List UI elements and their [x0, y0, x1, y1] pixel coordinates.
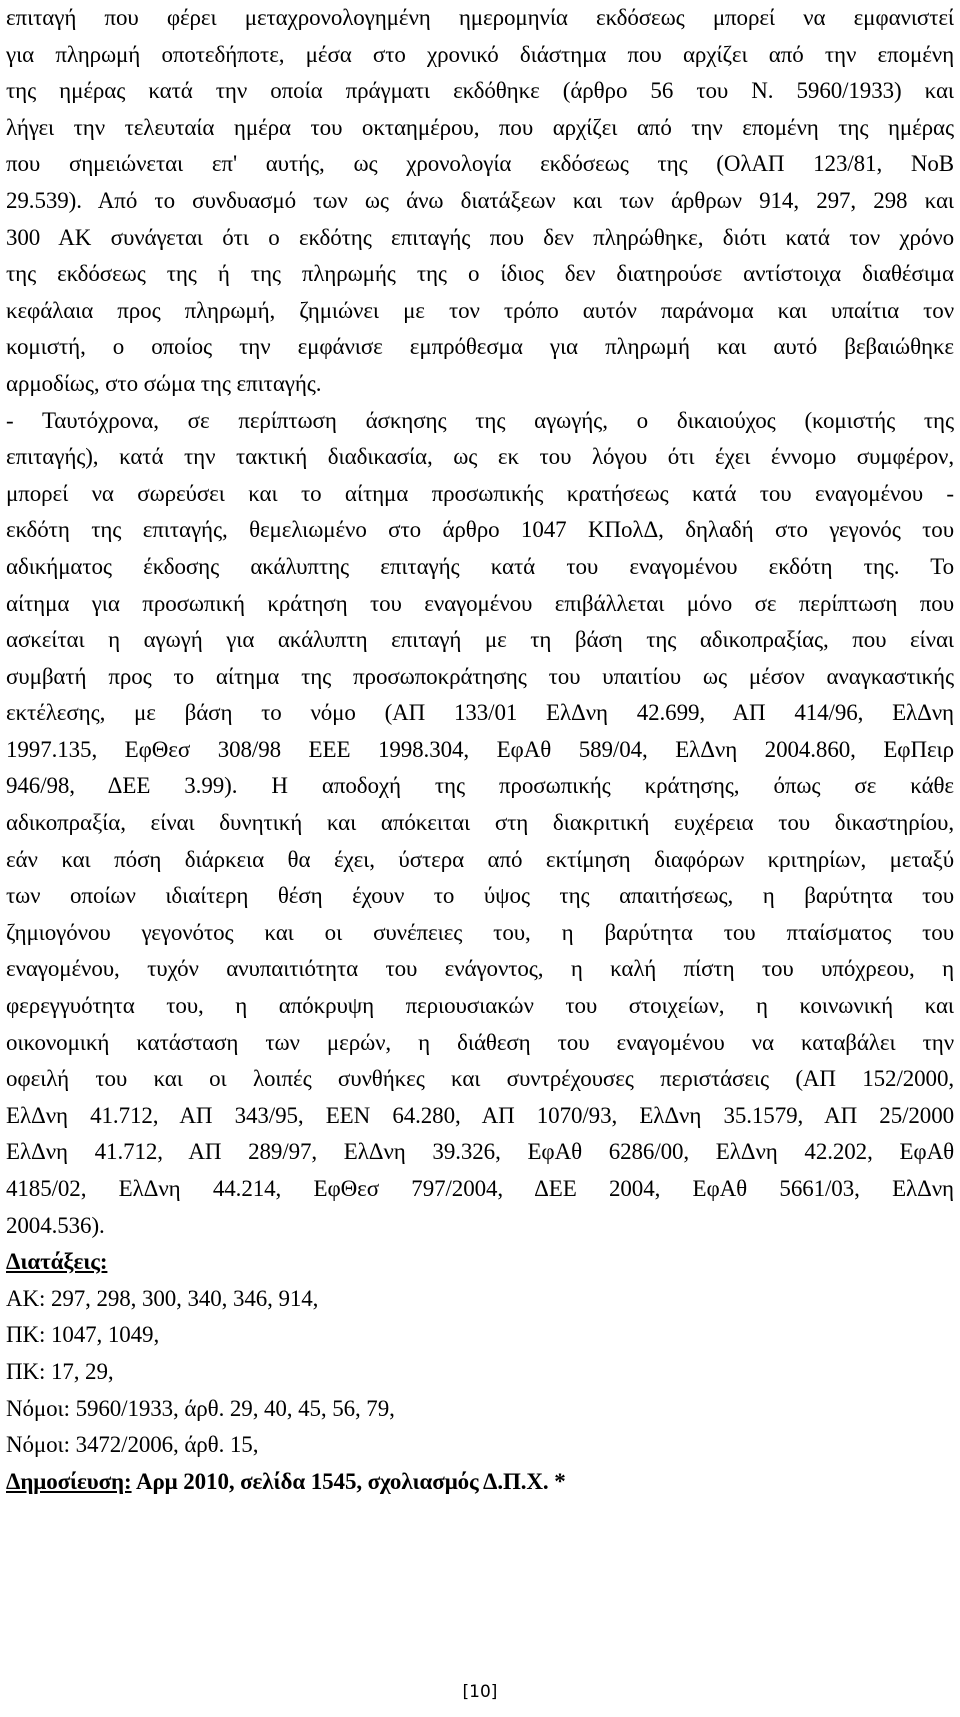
provision-item: Νόμοι: 5960/1933, άρθ. 29, 40, 45, 56, 79,	[6, 1395, 395, 1421]
text-line: εκδότη της επιταγής, θεμελιωμένο στο άρθρο 1047 ΚΠολΔ, δηλαδή στο γεγονός του	[6, 517, 954, 543]
provision-item: ΠΚ: 17, 29,	[6, 1358, 114, 1384]
text-line: των οποίων ιδιαίτερη θέση έχουν το ύψος της απαιτήσεως, η βαρύτητα του	[6, 883, 954, 909]
text-line: της ημέρας κατά την οποία πράγματι εκδόθηκε (άρθρο 56 του Ν. 5960/1933) και	[6, 78, 954, 104]
publication-text: Αρμ 2010, σελίδα 1545, σχολιασμός Δ.Π.Χ. *	[131, 1468, 566, 1494]
text-line: ασκείται η αγωγή για ακάλυπτη επιταγή με τη βάση της αδικοπραξίας, που είναι	[6, 627, 954, 653]
publication-label: Δημοσίευση:	[6, 1468, 132, 1494]
text-line: κομιστή, ο οποίος την εμφάνισε εμπρόθεσμα για πληρωμή και αυτό βεβαιώθηκε	[6, 334, 954, 360]
text-line: για πληρωμή οποτεδήποτε, μέσα στο χρονικό διάστημα που αρχίζει από την επομένη	[6, 41, 954, 67]
provisions-heading	[6, 1244, 954, 1281]
body-text	[6, 0, 954, 1244]
text-line: 1997.135, ΕφΘεσ 308/98 ΕΕΕ 1998.304, ΕφΑθ 589/04, ΕλΔνη 2004.860, ΕφΠειρ	[6, 736, 954, 762]
text-line: οικονομική κατάσταση των μερών, η διάθεση του εναγομένου να καταβάλει την	[6, 1029, 954, 1055]
text-line: συμβατή προς το αίτημα της προσωποκράτησης του υπαιτίου ως μέσον αναγκαστικής	[6, 663, 954, 689]
text-line: 2004.536).	[6, 1212, 105, 1238]
page-number: [10]	[462, 1682, 498, 1702]
text-line: μπορεί να σωρεύσει και το αίτημα προσωπικής κρατήσεως κατά του εναγομένου -	[6, 480, 954, 506]
provision-item: ΑΚ: 297, 298, 300, 340, 346, 914,	[6, 1285, 319, 1311]
text-line: ζημιογόνου γεγονότος και οι συνέπειες του, η βαρύτητα του πταίσματος του	[6, 919, 954, 945]
text-line: 300 ΑΚ συνάγεται ότι ο εκδότης επιταγής που δεν πληρώθηκε, διότι κατά τον χρόνο	[6, 224, 954, 250]
text-line: 4185/02, ΕλΔνη 44.214, ΕφΘεσ 797/2004, ΔΕΕ 2004, ΕφΑθ 5661/03, ΕλΔνη	[6, 1176, 954, 1201]
text-line: εάν και πόση διάρκεια θα έχει, ύστερα από εκτίμηση διαφόρων κριτηρίων, μεταξύ	[6, 846, 954, 872]
text-line: 946/98, ΔΕΕ 3.99). Η αποδοχή της προσωπικής κράτησης, όπως σε κάθε	[6, 773, 954, 799]
provision-item: ΠΚ: 1047, 1049,	[6, 1322, 160, 1348]
text-line: οφειλή του και οι λοιπές συνθήκες και συντρέχουσες περιστάσεις (ΑΠ 152/2000,	[6, 1066, 954, 1092]
text-line: αρμοδίως, στο σώμα της επιταγής.	[6, 370, 322, 396]
text-line: αδικήματος έκδοσης ακάλυπτης επιταγής κατά του εναγομένου εκδότη της. Το	[6, 553, 954, 579]
publication-line	[6, 1464, 954, 1501]
provisions-list	[6, 1281, 954, 1464]
text-line: αδικοπραξία, είναι δυνητική και απόκειται στη διακριτική ευχέρεια του δικαστηρίου,	[6, 810, 954, 836]
text-line: που σημειώνεται επ' αυτής, ως χρονολογία εκδόσεως της (ΟλΑΠ 123/81, ΝοΒ	[6, 151, 954, 177]
text-line: εκτέλεσης, με βάση το νόμο (ΑΠ 133/01 ΕλΔνη 42.699, ΑΠ 414/96, ΕλΔνη	[6, 700, 954, 726]
text-line: 29.539). Από το συνδυασμό των ως άνω διατάξεων και των άρθρων 914, 297, 298 και	[6, 187, 954, 213]
text-line: της εκδόσεως της ή της πληρωμής της ο ίδιος δεν διατηρούσε αντίστοιχα διαθέσιμα	[6, 261, 954, 287]
text-line: λήγει την τελευταία ημέρα του οκταημέρου, που αρχίζει από την επομένη της ημέρας	[6, 114, 954, 140]
provisions-heading-label: Διατάξεις:	[6, 1249, 108, 1275]
text-line: - Ταυτόχρονα, σε περίπτωση άσκησης της αγωγής, ο δικαιούχος (κομιστής της	[6, 407, 954, 433]
text-line: αίτημα για προσωπική κράτηση του εναγομένου επιβάλλεται μόνο σε περίπτωση που	[6, 590, 954, 616]
text-line: επιταγή που φέρει μεταχρονολογημένη ημερομηνία εκδόσεως μπορεί να εμφανιστεί	[6, 5, 954, 30]
text-line: ΕλΔνη 41.712, ΑΠ 289/97, ΕλΔνη 39.326, ΕφΑθ 6286/00, ΕλΔνη 42.202, ΕφΑθ	[6, 1139, 954, 1165]
text-line: φερεγγυότητα του, η απόκρυψη περιουσιακών του στοιχείων, η κοινωνική και	[6, 993, 954, 1019]
text-line: ΕλΔνη 41.712, ΑΠ 343/95, ΕΕΝ 64.280, ΑΠ 1070/93, ΕλΔνη 35.1579, ΑΠ 25/2000	[6, 1102, 954, 1128]
text-line: επιταγής), κατά την τακτική διαδικασία, ως εκ του λόγου ότι έχει έννομο συμφέρον,	[6, 444, 954, 470]
text-line: εναγομένου, τυχόν ανυπαιτιότητα του ενάγοντος, η καλή πίστη του υπόχρεου, η	[6, 956, 954, 982]
document-page	[6, 0, 954, 1500]
text-line: κεφάλαια προς πληρωμή, ζημιώνει με τον τρόπο αυτόν παράνομα και υπαίτια τον	[6, 297, 954, 323]
provision-item: Νόμοι: 3472/2006, άρθ. 15,	[6, 1432, 259, 1458]
